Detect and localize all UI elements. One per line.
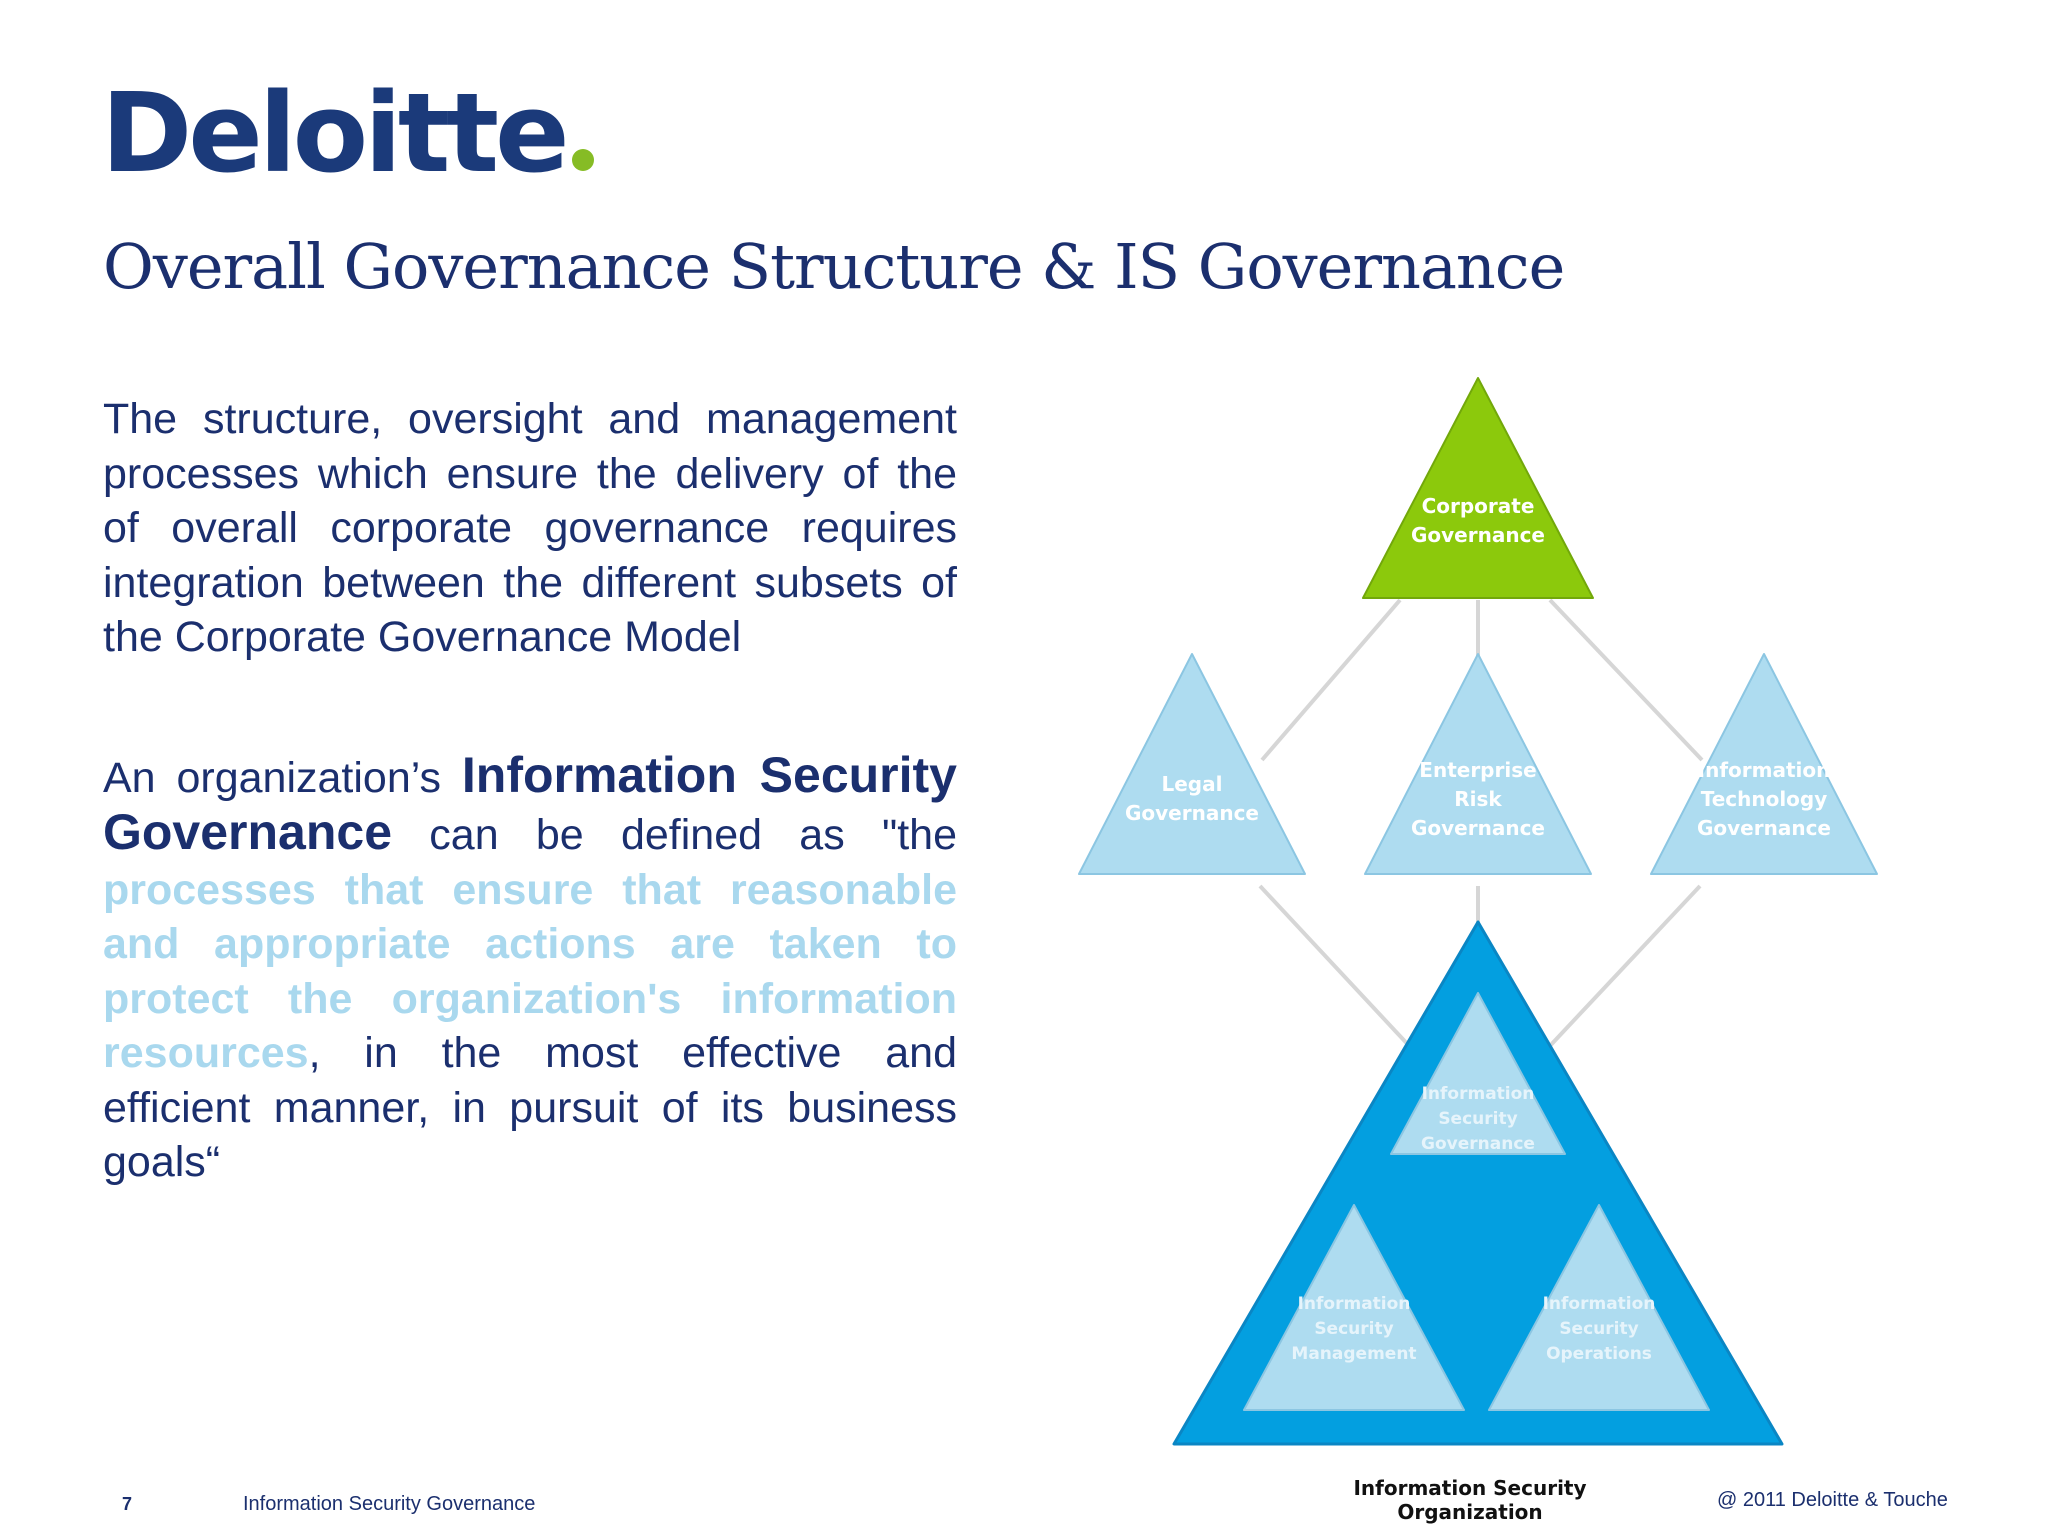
definition-highlight: processes that ensure that reasonable and appropriate actions are taken to protect the organization's information resources [103, 865, 957, 1077]
definition-lead: An organization’s [103, 753, 462, 802]
page-title: Overall Governance Structure & IS Governance [103, 230, 1565, 303]
logo-dot [572, 149, 594, 171]
definition-term: Information Security Governance [103, 746, 957, 860]
legal-governance-label: Legal Governance [1124, 772, 1259, 825]
connector-legal-isg [1260, 886, 1427, 1065]
it-governance-label: Information Technology Governance [1696, 758, 1831, 840]
enterprise-risk-governance-label: Enterprise Risk Governance [1410, 758, 1545, 840]
is-operations-label: Information Security Operations [1542, 1294, 1656, 1364]
diagram-caption: Information Security Organization [1353, 1476, 1587, 1524]
definition-paragraph [103, 748, 957, 1190]
is-governance-label: Information Security Governance [1421, 1084, 1535, 1154]
footer-title: Information Security Governance [243, 1493, 536, 1515]
definition-mid: can be defined as "the [392, 811, 957, 859]
body-text [103, 392, 957, 1190]
corporate-governance-triangle [1363, 378, 1593, 598]
connector-corp-it [1550, 600, 1702, 760]
legal-governance-triangle [1079, 654, 1305, 874]
corporate-governance-label: Corporate Governance [1410, 494, 1545, 547]
page-number: 7 [122, 1494, 133, 1514]
connector-it-isg [1532, 886, 1700, 1065]
logo-text: Deloitte [101, 69, 566, 197]
intro-paragraph: The structure, oversight and management processes which ensure the delivery of the of overall corporate governance requires integration between the different subsets of the Corporate Governance Model [103, 395, 957, 661]
governance-diagram [1040, 360, 1940, 1500]
connector-corp-legal [1262, 600, 1400, 760]
deloitte-logo [101, 69, 594, 197]
is-management-label: Information Security Management [1291, 1294, 1417, 1364]
footer-copyright: @ 2011 Deloitte & Touche [1717, 1489, 1948, 1511]
definition-tail: , in the most effective and efficient manner, in pursuit of its business goals“ [103, 1029, 957, 1186]
